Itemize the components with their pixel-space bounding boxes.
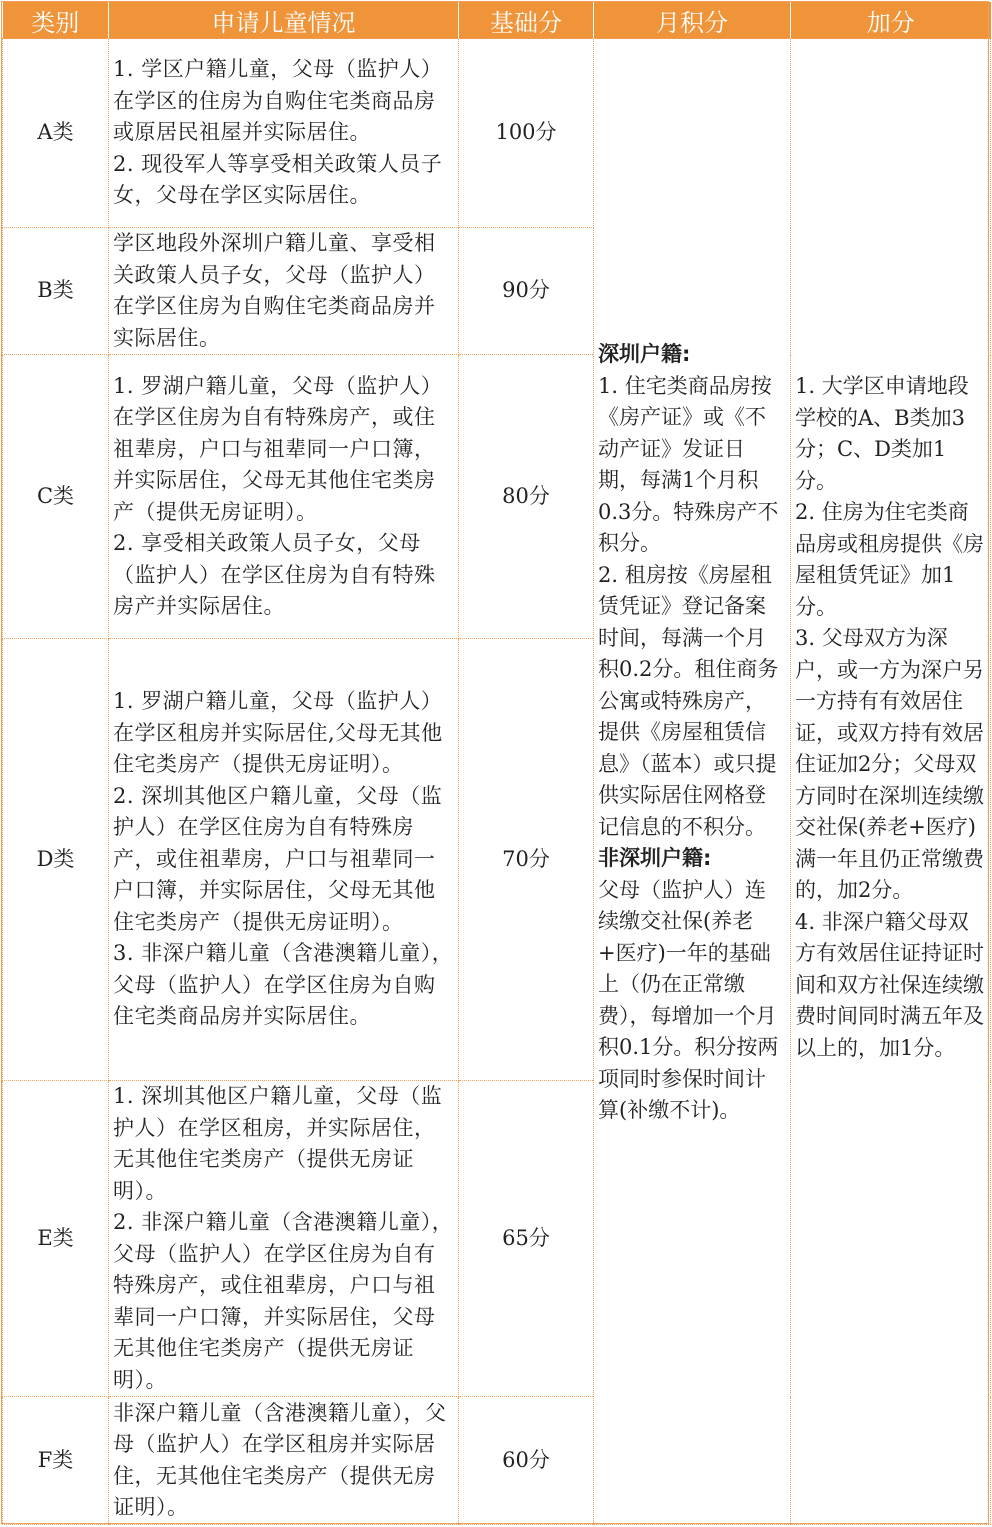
base-score-cell: 100分 xyxy=(459,39,594,228)
category-cell: A类 xyxy=(3,39,109,228)
base-score-cell: 80分 xyxy=(459,355,594,639)
admission-score-table xyxy=(2,2,991,1525)
header-situation: 申请儿童情况 xyxy=(109,2,459,39)
situation-item: 2. 现役军人等享受相关政策人员子女，父母在学区实际居住。 xyxy=(113,151,443,208)
situation-item: 2. 深圳其他区户籍儿童，父母（监护人）在学区住房为自有特殊房产，或住祖辈房，户口与祖辈同一户口簿，并实际居住，父母无其他住宅类房产（提供无房证明）。 xyxy=(113,783,443,934)
situation-item: 非深户籍儿童（含港澳籍儿童），父母（监护人）在学区租房并实际居住，无其他住宅类房产（提供无房证明）。 xyxy=(113,1400,447,1519)
base-score-cell: 60分 xyxy=(459,1397,594,1525)
situation-item: 2. 享受相关政策人员子女，父母（监护人）在学区住房为自有特殊房产并实际居住。 xyxy=(113,531,436,618)
situation-item: 1. 罗湖户籍儿童，父母（监护人）在学区租房并实际居住,父母无其他住宅类房产（提供无房证明）。 xyxy=(113,689,443,777)
table-row xyxy=(3,39,991,228)
category-cell: D类 xyxy=(3,639,109,1081)
non-shenzhen-hukou-heading: 非深圳户籍: xyxy=(598,846,712,870)
bonus-rule: 3. 父母双方为深户，或一方为深户另一方持有有效居住证，或双方持有效居住证加2分；父母双方同时在深圳连续缴交社保(养老+医疗)满一年且仍正常缴费的，加2分。 xyxy=(795,626,984,902)
base-score-cell: 70分 xyxy=(459,639,594,1081)
situation-cell xyxy=(109,228,459,355)
header-category: 类别 xyxy=(3,2,109,39)
situation-item: 1. 学区户籍儿童，父母（监护人）在学区的住房为自购住宅类商品房或原居民祖屋并实际居住。 xyxy=(113,57,443,145)
situation-cell xyxy=(109,355,459,639)
category-cell: B类 xyxy=(3,228,109,355)
monthly-rule: 2. 租房按《房屋租赁凭证》登记备案时间，每满一个月积0.2分。租住商务公寓或特殊房产，提供《房屋租赁信息》（蓝本）或只提供实际居住网格登记信息的不积分。 xyxy=(598,562,779,839)
base-score-cell: 65分 xyxy=(459,1081,594,1397)
monthly-rule: 父母（监护人）连续缴交社保(养老+医疗)一年的基础上（仍在正常缴费），每增加一个月积0.1分。积分按两项同时参保时间计算(补缴不计)。 xyxy=(598,877,779,1122)
situation-cell xyxy=(109,1397,459,1525)
header-bonus-points: 加分 xyxy=(791,2,991,39)
header-row xyxy=(3,2,991,39)
bonus-rule: 2. 住房为住宅类商品房或租房提供《房屋租赁凭证》加1分。 xyxy=(795,500,984,619)
category-cell: C类 xyxy=(3,355,109,639)
category-cell: F类 xyxy=(3,1397,109,1525)
bonus-rule: 4. 非深户籍父母双方有效居住证持证时间和双方社保连续缴费时间同时满五年及以上的，加1分。 xyxy=(795,909,984,1060)
situation-item: 学区地段外深圳户籍儿童、享受相关政策人员子女，父母（监护人）在学区住房为自购住宅类商品房并实际居住。 xyxy=(113,231,436,350)
base-score-cell: 90分 xyxy=(459,228,594,355)
situation-cell xyxy=(109,39,459,228)
situation-item: 1. 深圳其他区户籍儿童，父母（监护人）在学区租房，并实际居住，无其他住宅类房产（提供无房证明）。 xyxy=(113,1084,443,1203)
category-cell: E类 xyxy=(3,1081,109,1397)
situation-cell xyxy=(109,639,459,1081)
situation-cell xyxy=(109,1081,459,1397)
situation-item: 2. 非深户籍儿童（含港澳籍儿童），父母（监护人）在学区住房为自有特殊房产，或住祖辈房，户口与祖辈同一户口簿，并实际居住，父母无其他住宅类房产（提供无房证明）。 xyxy=(113,1210,454,1392)
bonus-points-cell xyxy=(791,39,991,1525)
header-monthly-points: 月积分 xyxy=(594,2,791,39)
situation-item: 3. 非深户籍儿童（含港澳籍儿童），父母（监护人）在学区住房为自购住宅类商品房并实际居住。 xyxy=(113,941,454,1029)
header-base-score: 基础分 xyxy=(459,2,594,39)
situation-item: 1. 罗湖户籍儿童，父母（监护人）在学区住房为自有特殊房产，或住祖辈房，户口与祖辈同一户口簿，并实际居住，父母无其他住宅类房产（提供无房证明）。 xyxy=(113,373,443,524)
bonus-rule: 1. 大学区申请地段学校的A、B类加3分；C、D类加1分。 xyxy=(795,374,969,493)
shenzhen-hukou-heading: 深圳户籍: xyxy=(598,342,691,366)
monthly-rule: 1. 住宅类商品房按《房产证》或《不动产证》发证日期，每满1个月积0.3分。特殊房产不积分。 xyxy=(598,373,779,555)
monthly-points-cell xyxy=(594,39,791,1525)
